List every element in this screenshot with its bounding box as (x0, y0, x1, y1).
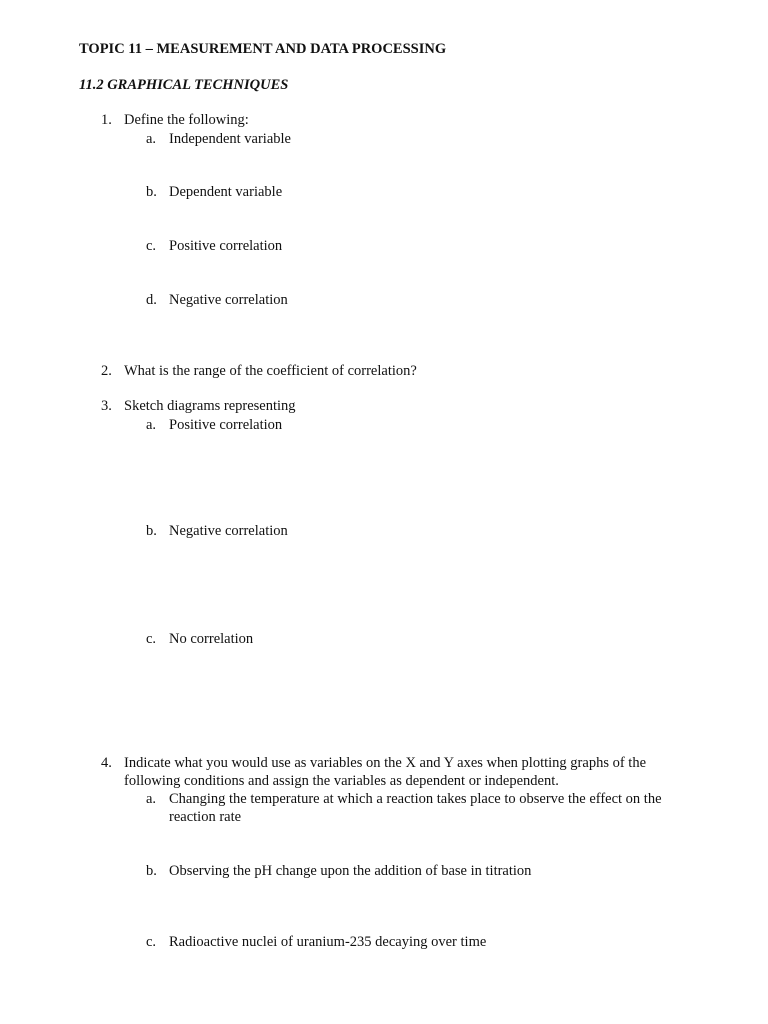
sub-item-text: Changing the temperature at which a reaction takes place to observe the effect on the reaction rate (169, 791, 662, 825)
sub-item-letter: c. (146, 934, 157, 950)
question-text: Indicate what you would use as variables on the X and Y axes when plotting graphs of the following conditions and assign the variables as dependent or independent. (124, 755, 646, 789)
sub-item-letter: a. (146, 417, 157, 433)
sub-item-letter: b. (146, 184, 157, 200)
page-title: TOPIC 11 – MEASUREMENT AND DATA PROCESSING (79, 41, 447, 57)
sub-item-letter: b. (146, 523, 157, 539)
question-text: What is the range of the coefficient of correlation? (124, 363, 417, 379)
sub-item-text: Observing the pH change upon the addition of base in titration (169, 863, 532, 879)
sub-item-letter: b. (146, 863, 157, 879)
sub-item-letter: a. (146, 791, 157, 807)
sub-item-text: Dependent variable (169, 184, 283, 200)
sub-item-text: Negative correlation (169, 523, 288, 539)
sub-item-letter: c. (146, 238, 157, 254)
sub-item-letter: c. (146, 631, 157, 647)
sub-item-letter: a. (146, 131, 157, 147)
sub-item-text: Positive correlation (169, 238, 283, 254)
question-text: Define the following: (124, 112, 249, 128)
question-number: 2. (101, 363, 112, 379)
question-number: 1. (101, 112, 112, 128)
sub-item-letter: d. (146, 292, 157, 308)
question-number: 3. (101, 398, 112, 414)
sub-item-text: Independent variable (169, 131, 291, 147)
section-subtitle: 11.2 GRAPHICAL TECHNIQUES (79, 77, 289, 93)
question-text: Sketch diagrams representing (124, 398, 296, 414)
sub-item-text: No correlation (169, 631, 254, 647)
sub-item-text: Negative correlation (169, 292, 288, 308)
question-number: 4. (101, 755, 112, 771)
sub-item-text: Radioactive nuclei of uranium-235 decaying over time (169, 934, 487, 950)
sub-item-text: Positive correlation (169, 417, 283, 433)
